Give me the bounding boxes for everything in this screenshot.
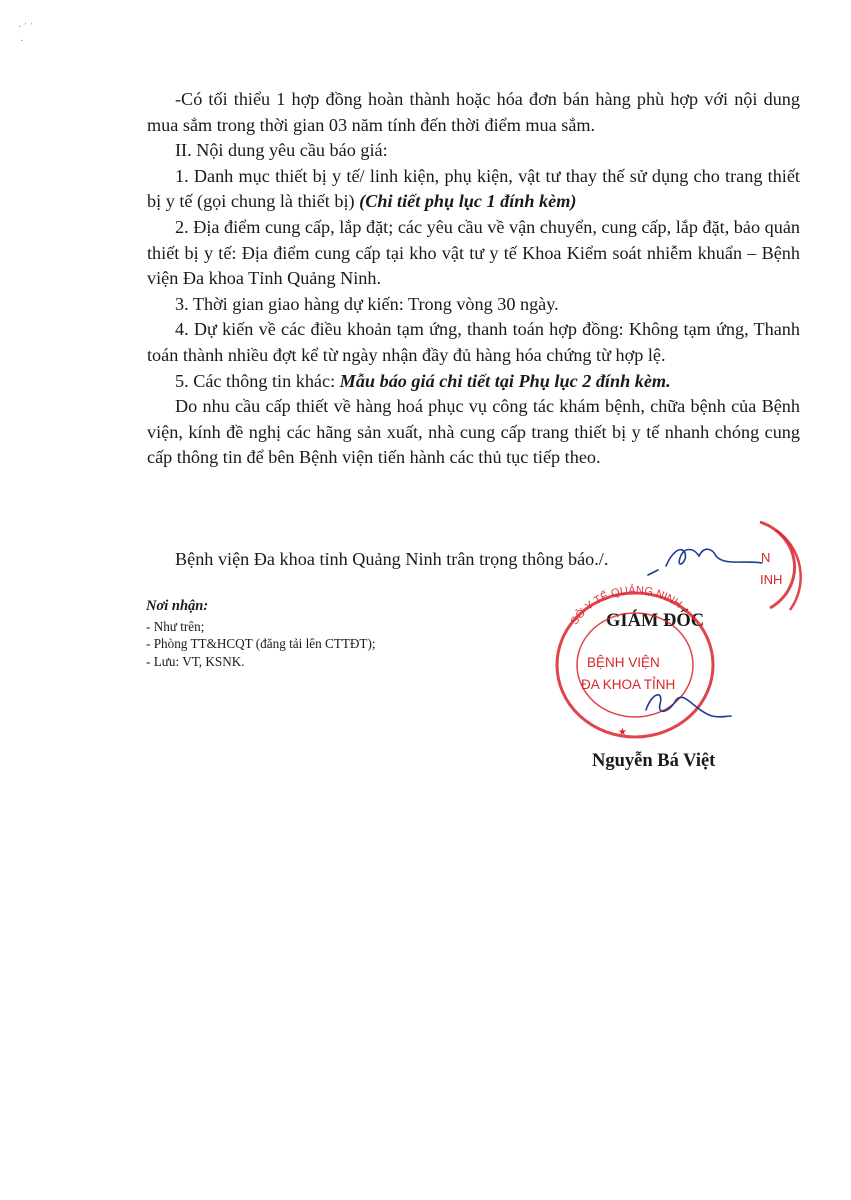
partial-stamp-text: N [761, 550, 771, 565]
request-paragraph: Do nhu cầu cấp thiết về hàng hoá phục vụ công tác khám bệnh, chữa bệnh của Bệnh viện, kính đề nghị các hãng sản xuất, nhà cung cấp trang thiết bị y tế nhanh chóng cung cấp thông tin để bên Bệnh viện tiến hành các thủ tục tiếp theo. [147, 396, 800, 468]
partial-stamp-text: INH [760, 572, 783, 587]
closing-line: Bệnh viện Đa khoa tỉnh Quảng Ninh trân trọng thông báo./. [175, 549, 609, 569]
stamp-star: ★ [618, 727, 627, 738]
recipient-item: - Phòng TT&HCQT (đăng tải lên CTTĐT); [146, 636, 376, 652]
item-5-paragraph [147, 369, 800, 395]
handwritten-signature [646, 549, 762, 717]
round-stamp [557, 583, 713, 738]
item-2-paragraph: 2. Địa điểm cung cấp, lắp đặt; các yêu cầu về vận chuyển, cung cấp, lắp đặt, bảo quản thiết bị y tế: Địa điểm cung cấp tại kho vật tư y tế Khoa Kiểm soát nhiễm khuẩn – Bệnh viện Đa khoa Tỉnh Quảng Ninh. [147, 216, 800, 289]
item-1-paragraph [147, 164, 800, 215]
document-body [147, 87, 800, 471]
signer-title: GIÁM ĐỐC [606, 611, 705, 631]
stamp-inner-line-2: ĐA KHOA TỈNH [581, 677, 676, 692]
section-heading: II. Nội dung yêu cầu báo giá: [175, 140, 388, 161]
item-3-paragraph: 3. Thời gian giao hàng dự kiến: Trong vòng 30 ngày. [175, 293, 559, 314]
recipients-block [146, 598, 376, 670]
signer-name: Nguyễn Bá Việt [592, 751, 716, 771]
scan-specks: · ˈ ˈ . [18, 22, 33, 44]
item-5-emphasis: Mẫu báo giá chi tiết tại Phụ lục 2 đính kèm. [339, 370, 671, 391]
recipients-heading: Nơi nhận: [146, 598, 209, 614]
partial-stamp [760, 522, 801, 610]
item-5-text: 5. Các thông tin khác: [175, 370, 340, 391]
requirement-paragraph: -Có tối thiểu 1 hợp đồng hoàn thành hoặc hóa đơn bán hàng phù hợp với nội dung mua sắm trong thời gian 03 năm tính đến thời điểm mua sắm. [147, 89, 800, 135]
item-1-emphasis: (Chi tiết phụ lục 1 đính kèm) [359, 191, 577, 212]
item-1-text: 1. Danh mục thiết bị y tế/ linh kiện, phụ kiện, vật tư thay thế sử dụng cho trang thiết bị y tế (gọi chung là thiết bị) [147, 165, 800, 212]
stamp-ring-text: SỞ Y TẾ QUẢNG NINH [568, 584, 684, 628]
stamp-inner-line-1: BỆNH VIỆN [587, 655, 660, 670]
recipient-item: - Như trên; [146, 618, 205, 634]
item-4-paragraph: 4. Dự kiến về các điều khoản tạm ứng, thanh toán hợp đồng: Không tạm ứng, Thanh toán thành nhiều đợt kể từ ngày nhận đầy đủ hàng hóa chứng từ hợp lệ. [147, 319, 800, 365]
recipient-item: - Lưu: VT, KSNK. [146, 653, 245, 669]
